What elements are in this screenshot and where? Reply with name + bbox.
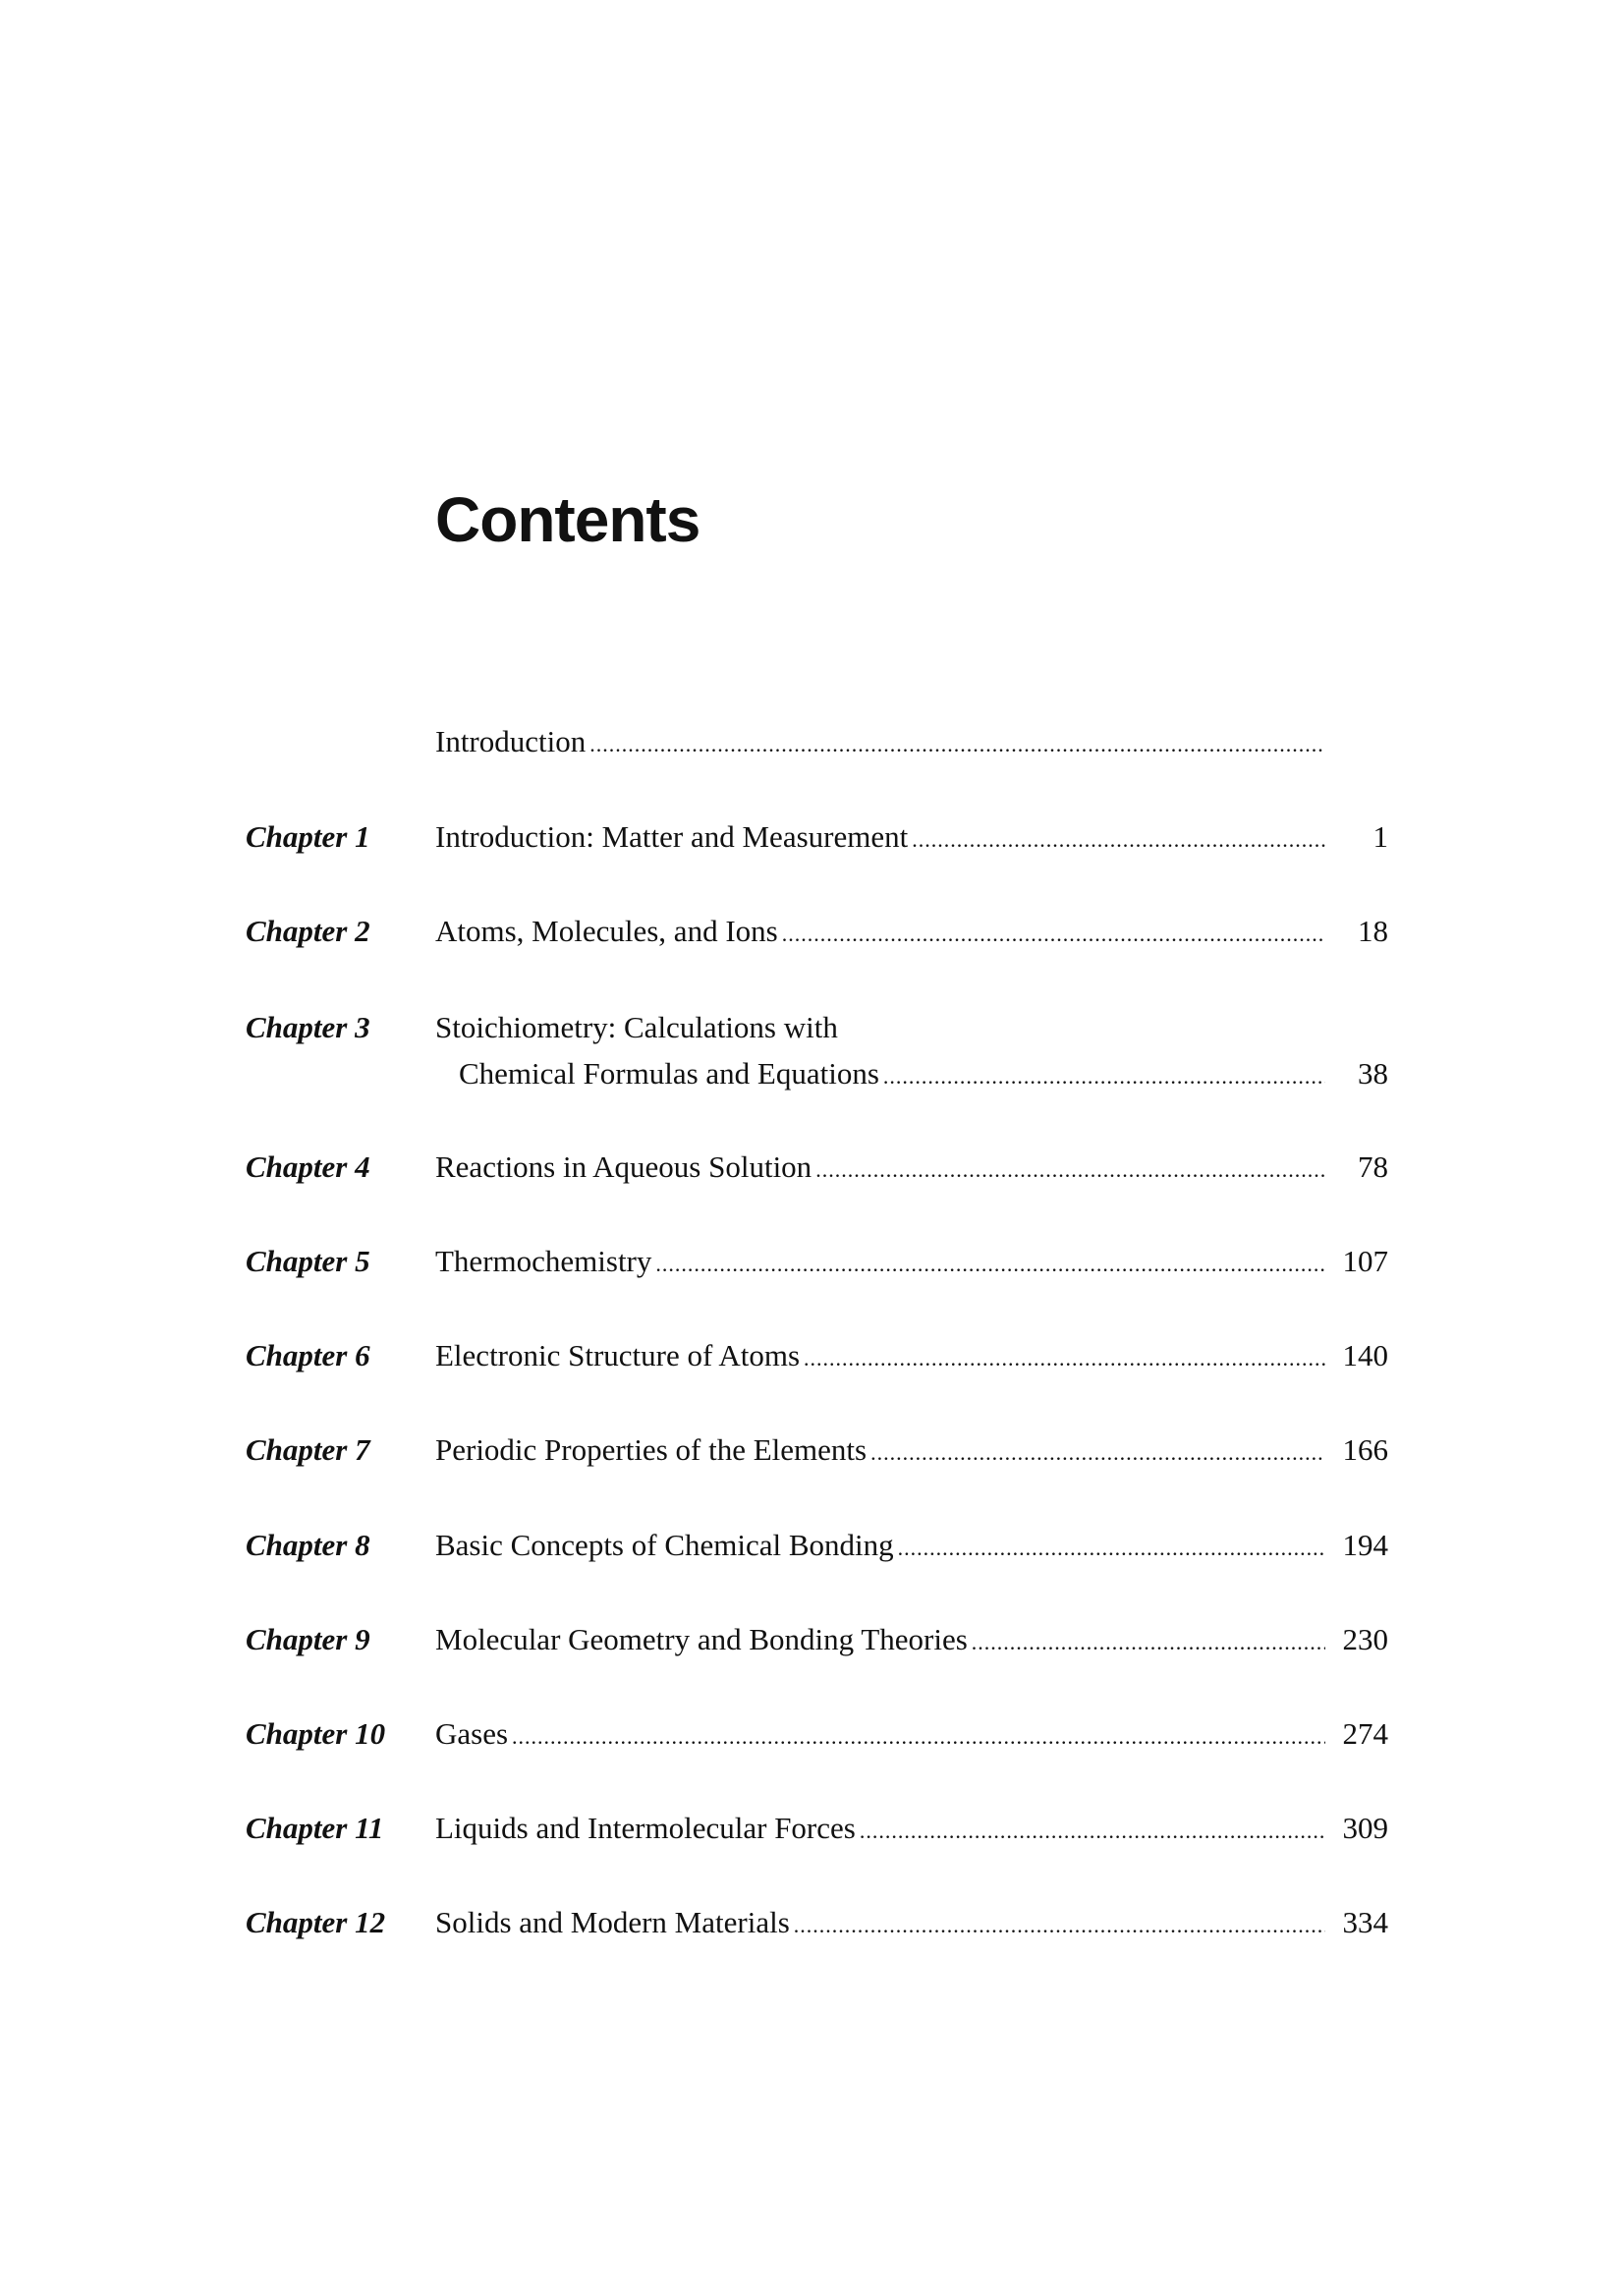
toc-entry[interactable] bbox=[0, 1620, 1624, 1659]
page-number: 334 bbox=[1342, 1905, 1388, 1939]
dot-leader bbox=[898, 1526, 1325, 1568]
page-number: 230 bbox=[1342, 1622, 1388, 1656]
toc-entry[interactable] bbox=[0, 1430, 1624, 1470]
chapter-label: Chapter 2 bbox=[246, 914, 370, 948]
entry-title: Electronic Structure of Atoms bbox=[435, 1338, 801, 1372]
entry-title: Introduction: Matter and Measurement bbox=[435, 819, 909, 854]
page-number: 194 bbox=[1342, 1528, 1388, 1562]
dot-leader bbox=[655, 1242, 1325, 1284]
toc-entry-title bbox=[435, 912, 1325, 954]
page-number: 166 bbox=[1342, 1432, 1388, 1467]
chapter-label: Chapter 9 bbox=[246, 1622, 370, 1656]
toc-entry[interactable] bbox=[0, 1008, 1624, 1047]
page-number: 309 bbox=[1342, 1811, 1388, 1845]
entry-title: Periodic Properties of the Elements bbox=[435, 1432, 868, 1467]
chapter-label: Chapter 1 bbox=[246, 819, 370, 854]
toc-entry[interactable] bbox=[0, 912, 1624, 951]
dot-leader bbox=[972, 1620, 1325, 1662]
entry-title: Solids and Modern Materials bbox=[435, 1905, 790, 1939]
toc-entry-title bbox=[435, 817, 1325, 860]
toc-entry[interactable] bbox=[0, 1336, 1624, 1375]
toc-entry-title bbox=[435, 1430, 1325, 1473]
toc-entry[interactable] bbox=[0, 1526, 1624, 1565]
entry-title: Basic Concepts of Chemical Bonding bbox=[435, 1528, 894, 1562]
page-number: 107 bbox=[1342, 1244, 1388, 1278]
page-number: 18 bbox=[1358, 914, 1388, 948]
toc-entry[interactable] bbox=[0, 1809, 1624, 1848]
chapter-label: Chapter 11 bbox=[246, 1811, 384, 1845]
dot-leader bbox=[782, 912, 1325, 954]
chapter-label: Chapter 6 bbox=[246, 1338, 370, 1372]
entry-title: Atoms, Molecules, and Ions bbox=[435, 914, 778, 948]
dot-leader bbox=[860, 1809, 1325, 1851]
entry-title: Reactions in Aqueous Solution bbox=[435, 1149, 812, 1184]
toc-entry[interactable] bbox=[0, 1903, 1624, 1942]
entry-title: Gases bbox=[435, 1716, 509, 1751]
toc-entry[interactable] bbox=[0, 817, 1624, 857]
dot-leader bbox=[883, 1054, 1325, 1096]
page-number: 38 bbox=[1358, 1056, 1388, 1091]
chapter-label: Chapter 7 bbox=[246, 1432, 370, 1467]
entry-title-line1: Stoichiometry: Calculations with bbox=[435, 1010, 838, 1044]
chapter-label: Chapter 5 bbox=[246, 1244, 370, 1278]
toc-entry-title bbox=[459, 1054, 1325, 1096]
entry-title: Thermochemistry bbox=[435, 1244, 652, 1278]
dot-leader bbox=[512, 1714, 1325, 1757]
toc-entry-title bbox=[435, 1903, 1325, 1945]
dot-leader bbox=[794, 1903, 1325, 1945]
entry-title: Chemical Formulas and Equations bbox=[459, 1056, 879, 1091]
toc-entry-title bbox=[435, 722, 1325, 764]
toc-entry-title bbox=[435, 1526, 1325, 1568]
entry-title: Liquids and Intermolecular Forces bbox=[435, 1811, 856, 1845]
entry-title: Introduction bbox=[435, 724, 587, 758]
toc-entry[interactable] bbox=[0, 1714, 1624, 1754]
dot-leader bbox=[804, 1336, 1325, 1378]
dot-leader bbox=[870, 1430, 1325, 1473]
dot-leader bbox=[589, 722, 1325, 764]
chapter-label: Chapter 10 bbox=[246, 1716, 386, 1751]
chapter-label: Chapter 8 bbox=[246, 1528, 370, 1562]
toc-entry-continuation[interactable] bbox=[0, 1054, 1624, 1093]
page-number: 1 bbox=[1372, 819, 1388, 854]
page-title: Contents bbox=[435, 484, 700, 555]
dot-leader bbox=[912, 817, 1325, 860]
chapter-label: Chapter 3 bbox=[246, 1010, 370, 1044]
toc-entry-title bbox=[435, 1242, 1325, 1284]
chapter-label: Chapter 12 bbox=[246, 1905, 386, 1939]
toc-entry-title bbox=[435, 1620, 1325, 1662]
page-number: 140 bbox=[1342, 1338, 1388, 1372]
toc-entry-title bbox=[435, 1809, 1325, 1851]
toc-entry-title bbox=[435, 1148, 1325, 1190]
chapter-label: Chapter 4 bbox=[246, 1149, 370, 1184]
toc-entry-introduction[interactable] bbox=[0, 722, 1624, 761]
page-number: 274 bbox=[1342, 1716, 1388, 1751]
toc-entry-title bbox=[435, 1714, 1325, 1757]
toc-entry[interactable] bbox=[0, 1148, 1624, 1187]
toc-entry[interactable] bbox=[0, 1242, 1624, 1281]
page-number: 78 bbox=[1358, 1149, 1388, 1184]
entry-title: Molecular Geometry and Bonding Theories bbox=[435, 1622, 968, 1656]
dot-leader bbox=[815, 1148, 1325, 1190]
toc-entry-title bbox=[435, 1336, 1325, 1378]
